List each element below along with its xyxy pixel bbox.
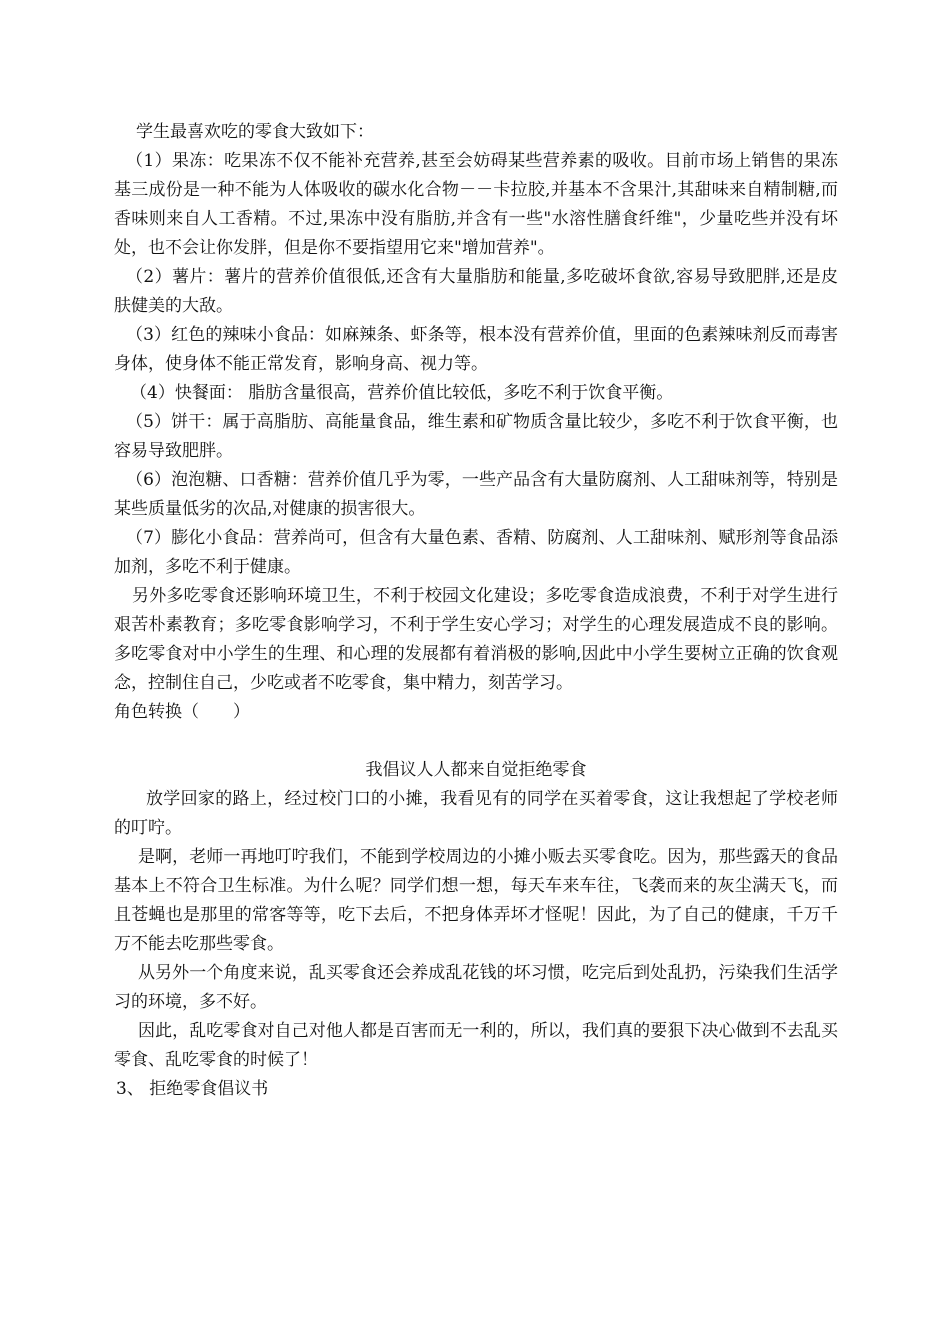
snack-item-biscuits: （5）饼干：属于高脂肪、高能量食品，维生素和矿物质含量比较少，多吃不利于饮食平衡，也容易导致肥胖。 (114, 412, 838, 461)
essay-paragraph: 从另外一个角度来说，乱买零食还会养成乱花钱的坏习惯，吃完后到处乱扔，污染我们生活学习的环境，多不好。 (114, 963, 838, 1012)
snack-item-jelly: （1）果冻：吃果冻不仅不能补充营养,甚至会妨碍某些营养素的吸收。目前市场上销售的果冻基三成份是一种不能为人体吸收的碳水化合物－－卡拉胶,并基本不含果汁,其甜味来自精制糖,而香味则来自人工香精。不过,果冻中没有脂肪,并含有一些"水溶性膳食纤维"，少量吃些并没有坏处，也不会让你发胖，但是你不要指望用它来"增加营养"。 (114, 151, 838, 258)
essay-paragraph: 因此，乱吃零食对自己对他人都是百害而无一利的，所以，我们真的要狠下决心做到不去乱买零食、乱吃零食的时候了！ (114, 1021, 838, 1070)
snack-item-noodles: （4）快餐面： 脂肪含量很高，营养价值比较低，多吃不利于饮食平衡。 (130, 383, 674, 403)
essay-paragraph: 放学回家的路上，经过校门口的小摊，我看见有的同学在买着零食，这让我想起了学校老师的叮咛。 (114, 789, 838, 838)
snack-item-chips: （2）薯片：薯片的营养价值很低,还含有大量脂肪和能量,多吃破坏食欲,容易导致肥胖,还是皮肤健美的大敌。 (114, 267, 838, 316)
snack-item-puffed: （7）膨化小食品：营养尚可，但含有大量色素、香精、防腐剂、人工甜味剂、赋形剂等食品添加剂，多吃不利于健康。 (114, 528, 838, 577)
essay-paragraph: 是啊，老师一再地叮咛我们，不能到学校周边的小摊小贩去买零食吃。因为，那些露天的食品基本上不符合卫生标准。为什么呢？同学们想一想，每天车来车往，飞袭而来的灰尘满天飞，而且苍蝇也是那里的常客等等，吃下去后，不把身体弄坏才怪呢！因此，为了自己的健康，千万千万不能去吃那些零食。 (114, 847, 838, 954)
snack-item-spicy: （3）红色的辣味小食品：如麻辣条、虾条等，根本没有营养价值，里面的色素辣味剂反而毒害身体，使身体不能正常发育，影响身高、视力等。 (114, 325, 838, 374)
role-switch-label: 角色转换（ ） (114, 702, 250, 722)
intro-text: 学生最喜欢吃的零食大致如下： (136, 122, 374, 142)
spacer (114, 727, 838, 756)
section-heading: 3、 拒绝零食倡议书 (116, 1079, 269, 1099)
essay-title: 我倡议人人都来自觉拒绝零食 (365, 760, 587, 780)
snack-item-gum: （6）泡泡糖、口香糖：营养价值几乎为零，一些产品含有大量防腐剂、人工甜味剂等，特别是某些质量低劣的次品,对健康的损害很大。 (114, 470, 838, 519)
summary-text: 另外多吃零食还影响环境卫生，不利于校园文化建设；多吃零食造成浪费，不利于对学生进行艰苦朴素教育；多吃零食影响学习，不利于学生安心学习；对学生的心理发展造成不良的影响。多吃零食对中小学生的生理、和心理的发展都有着消极的影响,因此中小学生要树立正确的饮食观念，控制住自己，少吃或者不吃零食，集中精力，刻苦学习。 (114, 586, 838, 693)
document-body (114, 118, 838, 1104)
